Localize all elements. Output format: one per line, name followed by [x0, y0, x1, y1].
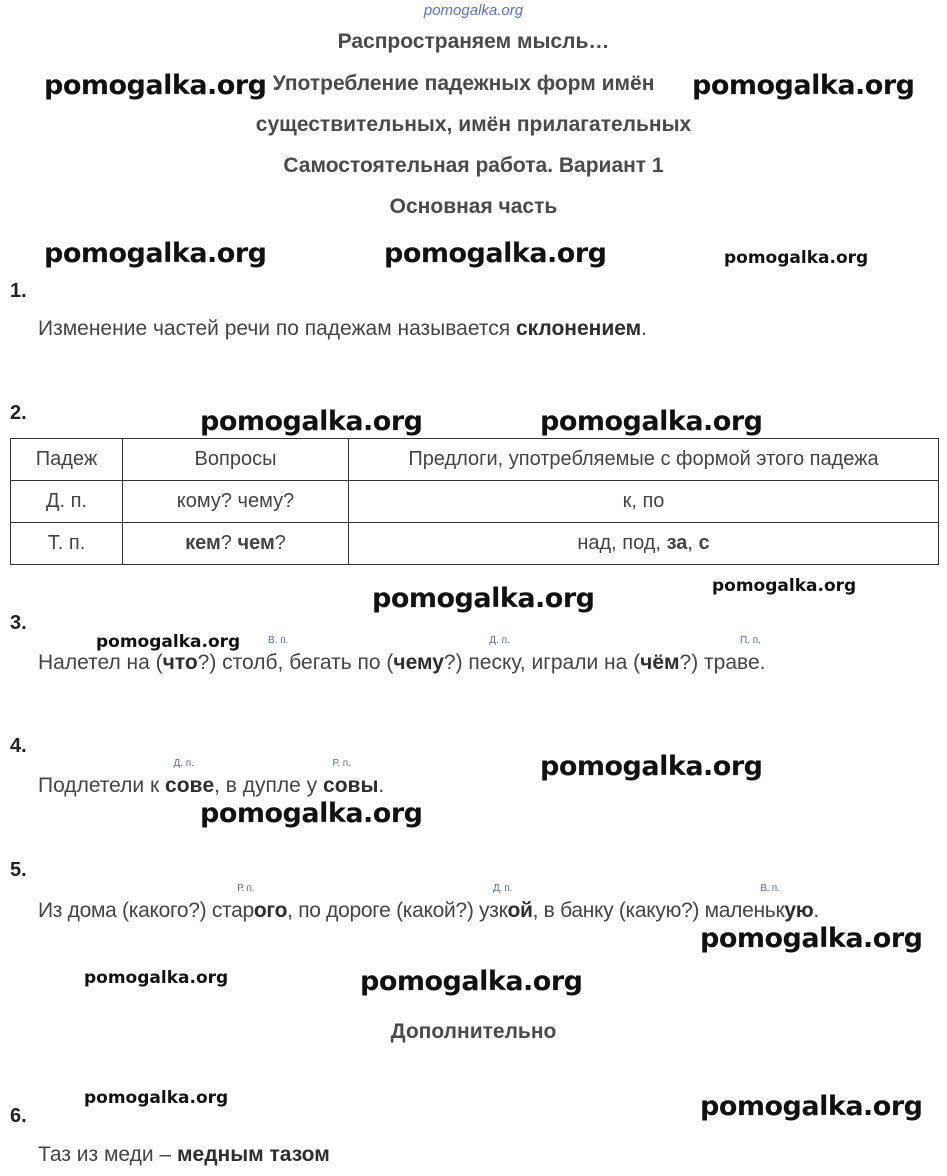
watermark: pomogalka.org: [384, 238, 607, 269]
watermark: pomogalka.org: [200, 406, 423, 437]
watermark: pomogalka.org: [540, 751, 763, 782]
task-4-answer: Подлетели к сов Д. п. е, в дупле у сов Р. п. ы.: [38, 758, 385, 797]
section-title-main: Основная часть: [389, 195, 558, 218]
case-label: Д. п.: [173, 758, 194, 769]
watermark: pomogalka.org: [44, 238, 267, 269]
cell-prepositions: к, по: [349, 481, 939, 523]
watermark: pomogalka.org: [360, 966, 583, 997]
topic-line-1: Употребление падежных форм имён: [272, 72, 655, 95]
cell-case: Т. п.: [11, 523, 123, 565]
case-label: В. п.: [268, 635, 289, 646]
table-row: [11, 523, 939, 565]
task-number: 6.: [10, 1105, 27, 1127]
case-label: Д. п.: [489, 635, 510, 646]
task-3-answer: Налетел на (что В. п. ?) столб, бегать по (чему Д. п. ?) песку, играли на (чём П. п. ?) траве.: [38, 635, 766, 674]
watermark: pomogalka.org: [96, 632, 241, 652]
header-prepositions: Предлоги, употребляемые с формой этого падежа: [349, 439, 939, 481]
case-label: Р. п.: [237, 883, 255, 894]
watermark: pomogalka.org: [700, 923, 923, 954]
watermark: pomogalka.org: [540, 406, 763, 437]
header-questions: Вопросы: [123, 439, 349, 481]
work-title: Самостоятельная работа. Вариант 1: [283, 154, 664, 177]
cell-prepositions: над, под, за, с: [349, 523, 939, 565]
task-number: 4.: [10, 735, 27, 757]
case-label: П. п.: [740, 635, 761, 646]
watermark: pomogalka.org: [84, 968, 229, 988]
task-5-answer: Из дома (какого?) старого Р. п. , по дороге (какой?) узкой Д. п. , в банку (какую?) маленькую В. п. .: [38, 883, 819, 922]
cell-case: Д. п.: [11, 481, 123, 523]
header-case: Падеж: [11, 439, 123, 481]
table-row: [11, 481, 939, 523]
watermark: pomogalka.org: [372, 583, 595, 614]
case-label: Р. п.: [332, 758, 351, 769]
watermark: pomogalka.org: [724, 248, 869, 268]
watermark: pomogalka.org: [692, 70, 915, 101]
watermark: pomogalka.org: [84, 1088, 229, 1108]
task-number: 2.: [10, 402, 27, 424]
task-number: 5.: [10, 859, 27, 881]
case-table: [10, 438, 939, 565]
top-watermark: pomogalka.org: [423, 2, 524, 19]
watermark: pomogalka.org: [200, 798, 423, 829]
task-number: 3.: [10, 612, 27, 634]
case-label: В. п.: [760, 883, 780, 894]
task-number: 1.: [10, 280, 27, 302]
watermark: pomogalka.org: [700, 1091, 923, 1122]
case-label: Д. п.: [492, 883, 512, 894]
topic-line-2: существительных, имён прилагательных: [255, 113, 692, 136]
cell-questions: кому? чему?: [123, 481, 349, 523]
watermark: pomogalka.org: [44, 70, 267, 101]
section-title-extra: Дополнительно: [390, 1020, 557, 1043]
table-header-row: [11, 439, 939, 481]
cell-questions: кем? чем?: [123, 523, 349, 565]
page-title: Распространяем мысль…: [337, 30, 610, 53]
task-6-answer: Таз из меди – медным тазом: [38, 1143, 330, 1166]
watermark: pomogalka.org: [712, 576, 857, 596]
task-1-answer: Изменение частей речи по падежам называется склонением.: [38, 317, 648, 340]
